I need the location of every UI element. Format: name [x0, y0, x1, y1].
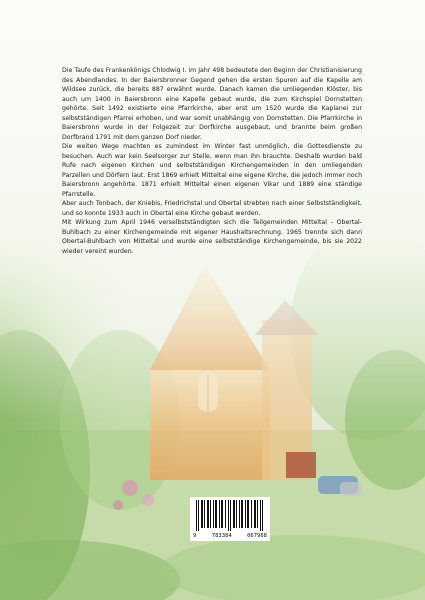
- paragraph-church-construction: Die weiten Wege machten es zumindest im Winter fast unmöglich, die Gottesdienste zu besuchen. Auch war kein Seelsorger zur Stelle, wenn man ihn brauchte. Deshalb wurden bald Rufe nach eigenen Kirchen und selbstständigen Kirchengemeinden in den umliegenden Parzellen und Dörfern laut. Erst 1869 erhielt Mitteltal eine eigene Kirche, die jedoch immer noch Baiersbronn angehörte. 1871 erhielt Mitteltal einen eigenen Vikar und 1889 eine ständige Pfarrstelle.: [62, 143, 362, 198]
- isbn-digits: [190, 531, 270, 541]
- paragraph-other-villages: Aber auch Tonbach, der Kniebis, Friedrichstal und Obertal strebten nach einer Selbstständigkeit, und so konnte 1933 auch in Obertal eine Kirche gebaut werden.: [62, 200, 362, 217]
- barcode-bars: [190, 497, 270, 531]
- isbn-group-2: 067968: [247, 533, 267, 539]
- blurb-text: [62, 66, 362, 256]
- isbn-group-1: 783384: [211, 533, 232, 539]
- paragraph-christianisation: Die Taufe des Frankenkönigs Chlodwig I. im Jahr 498 bedeutete den Beginn der Christianisierung des Abendlandes. In der Baiersbronner Gegend gehen die ersten Spuren auf die Kapelle am Wildsee zurück, die bereits 887 erwähnt wurde. Danach kamen die umliegenden Klöster, bis auch um 1400 in Baiersbronn eine Kapelle gebaut wurde, die zum Kirchspiel Dornstetten gehörte. Seit 1492 existierte eine Pfarrkirche, aber erst um 1520 wurde die Kaplanei zur selbstständigen Pfarrei erhoben, und war somit unabhängig von Dornstetten. Die Pfarrkirche in Baiersbronn wurde in der Folgezeit zur Dorfkirche ausgebaut, und brannte beim großen Dorfbrand 1791 mit dem ganzen Dorf nieder.: [62, 67, 362, 141]
- paragraph-parish-history: Mit Wirkung zum April 1946 verselbstständigten sich die Teilgemeinden Mitteltal - Obertal-Buhlbach zu einer Kirchengemeinde mit eigener Haushaltsrechnung. 1965 trennte sich dann Obertal-Buhlbach von Mitteltal und wurde eine selbstständige Kirchengemeinde, bis sie 2022 wieder vereint wurden.: [62, 219, 362, 255]
- isbn-prefix: 9: [193, 533, 197, 539]
- isbn-barcode: [190, 497, 270, 541]
